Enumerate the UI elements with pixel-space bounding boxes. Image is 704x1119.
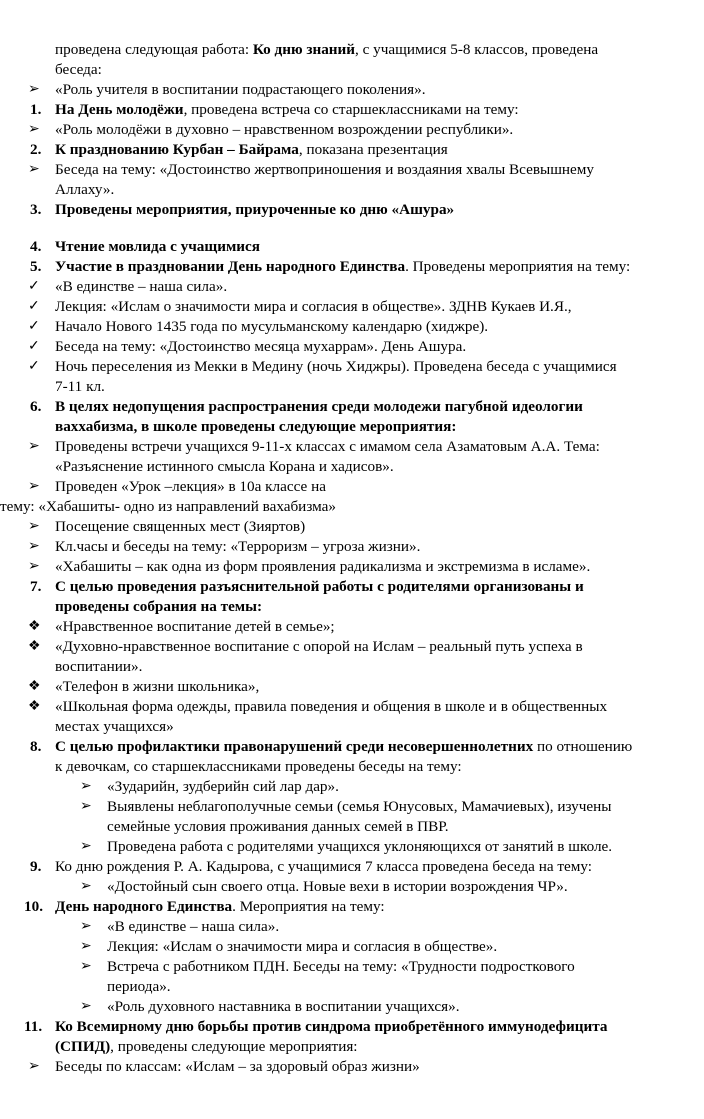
text-line [55,357,617,377]
text-line [55,277,227,297]
plain-text: Кл.часы и беседы на тему: «Терроризм – угроза жизни». [55,538,421,555]
arrow-bullet-icon: ➢ [28,479,40,494]
arrow-bullet-icon: ➢ [28,122,40,137]
bold-text: Участие в праздновании День народного Единства [55,258,406,275]
text-line [55,200,454,220]
list-number: 6. [30,398,42,415]
plain-text: «Духовно-нравственное воспитание с опорой на Ислам – реальный путь успеха в [55,638,583,655]
text-line [55,297,572,317]
bold-text: К празднованию Курбан – Байрама [55,141,299,158]
arrow-bullet-icon: ➢ [28,519,40,534]
arrow-bullet-icon: ➢ [80,919,92,934]
plain-text: «Роль духовного наставника в воспитании учащихся». [107,998,460,1015]
text-line [55,100,519,120]
arrow-bullet-icon: ➢ [28,559,40,574]
plain-text: Беседа на тему: «Достоинство жертвоприношения и воздаяния хвалы Всевышнему [55,161,594,178]
diamond-bullet-icon: ❖ [28,699,41,714]
text-line [107,977,171,997]
plain-text: «Зударийн, зудберийн сий лар дар». [107,778,339,795]
text-line [107,877,568,897]
text-line [55,120,513,140]
text-line [55,317,488,337]
text-line [55,897,385,917]
arrow-bullet-icon: ➢ [80,779,92,794]
arrow-bullet-icon: ➢ [80,999,92,1014]
text-line [107,837,612,857]
check-bullet-icon: ✓ [28,359,40,374]
text-line [107,817,449,837]
bold-text: В целях недопущения распространения среди молодежи пагубной идеологии [55,398,583,415]
text-line [55,40,598,60]
plain-text: «Школьная форма одежды, правила поведения и общения в школе и в общественных [55,698,608,715]
plain-text: «Роль молодёжи в духовно – нравственном возрождении республики». [55,121,514,138]
plain-text: «Роль учителя в воспитании подрастающего поколения». [55,81,426,98]
bold-text: Проведены мероприятия, приуроченные ко дню «Ашура» [55,201,455,218]
plain-text: воспитании». [55,658,143,675]
text-line [55,160,594,180]
list-number: 7. [30,578,42,595]
arrow-bullet-icon: ➢ [28,82,40,97]
bold-text: ваххабизма, в школе проведены следующие мероприятия: [55,418,457,435]
text-line [55,517,305,537]
plain-text: Посещение священных мест (Зияртов) [55,518,306,535]
plain-text: Проведен «Урок –лекция» в 10а классе на [55,478,326,495]
text-line [107,997,460,1017]
plain-text: семейные условия проживания данных семей в ПВР. [107,818,449,835]
text-line [0,497,336,517]
text-line [55,737,632,757]
text-line [55,637,583,657]
list-number: 2. [30,141,42,158]
plain-text: Начало Нового 1435 года по мусульманскому календарю (хиджре). [55,318,489,335]
plain-text: тему: «Хабашиты- одно из направлений вахабизма» [0,498,336,515]
check-bullet-icon: ✓ [28,319,40,334]
plain-text: «Разъяснение истинного смысла Корана и хадисов». [55,458,394,475]
list-number: 4. [30,238,42,255]
plain-text: «Достойный сын своего отца. Новые вехи в истории возрождения ЧР». [107,878,568,895]
text-line [55,477,326,497]
plain-text: «Хабашиты – как одна из форм проявления радикализма и экстремизма в исламе». [55,558,591,575]
text-line [55,557,590,577]
bold-text: День народного Единства [55,898,233,915]
arrow-bullet-icon: ➢ [80,959,92,974]
bold-text: (СПИД) [55,1038,111,1055]
text-line [55,140,448,160]
plain-text: Проведена работа с родителями учащихся уклоняющихся от занятий в школе. [107,838,613,855]
text-line [55,237,260,257]
plain-text: , проведены следующие мероприятия: [110,1038,358,1055]
plain-text: «В единстве – наша сила». [107,918,280,935]
plain-text: Беседа на тему: «Достоинство месяца мухаррам». День Ашура. [55,338,467,355]
arrow-bullet-icon: ➢ [80,839,92,854]
text-line [55,337,466,357]
bold-text: Чтение мовлида с учащимися [55,238,261,255]
plain-text: . Проведены мероприятия на тему: [405,258,631,275]
plain-text: «В единстве – наша сила». [55,278,228,295]
plain-text: «Телефон в жизни школьника», [55,678,260,695]
plain-text: , проведена встреча со старшеклассниками на тему: [183,101,519,118]
text-line [107,957,575,977]
arrow-bullet-icon: ➢ [80,939,92,954]
text-line [55,377,105,397]
plain-text: «Нравственное воспитание детей в семье»; [55,618,335,635]
arrow-bullet-icon: ➢ [28,539,40,554]
plain-text: Аллаху». [55,181,115,198]
bold-text: проведены собрания на темы: [55,598,263,615]
text-line [55,80,426,100]
text-line [55,537,420,557]
check-bullet-icon: ✓ [28,279,40,294]
text-line [55,697,607,717]
arrow-bullet-icon: ➢ [80,879,92,894]
text-line [107,777,339,797]
plain-text: Ко дню рождения Р. А. Кадырова, с учащимися 7 класса проведена беседа на тему: [55,858,592,875]
arrow-bullet-icon: ➢ [80,799,92,814]
bold-text: На День молодёжи [55,101,184,118]
text-line [55,657,142,677]
list-number: 3. [30,201,42,218]
check-bullet-icon: ✓ [28,299,40,314]
list-number: 9. [30,858,42,875]
text-line [55,597,262,617]
arrow-bullet-icon: ➢ [28,162,40,177]
bold-text: Ко дню знаний [252,41,356,58]
text-line [55,417,456,437]
text-line [55,677,259,697]
plain-text: Лекция: «Ислам о значимости мира и согласия в обществе». ЗДНВ Кукаев И.Я., [55,298,572,315]
text-line [55,577,584,597]
text-line [55,457,394,477]
check-bullet-icon: ✓ [28,339,40,354]
plain-text: , показана презентация [298,141,448,158]
arrow-bullet-icon: ➢ [28,439,40,454]
plain-text: Лекция: «Ислам о значимости мира и согласия в обществе». [107,938,498,955]
list-number: 11. [24,1018,43,1035]
plain-text: периода». [107,978,171,995]
diamond-bullet-icon: ❖ [28,639,41,654]
bold-text: С целью проведения разъяснительной работы с родителями организованы и [55,578,584,595]
text-line [55,617,335,637]
plain-text: Встреча с работником ПДН. Беседы на тему: «Трудности подросткового [107,958,575,975]
text-line [55,1057,420,1077]
text-line [55,857,592,877]
plain-text: проведена следующая работа: [55,41,253,58]
plain-text: , с учащимися 5-8 классов, проведена [355,41,599,58]
text-line [55,1017,608,1037]
plain-text: по отношению [533,738,633,755]
text-line [107,917,279,937]
diamond-bullet-icon: ❖ [28,619,41,634]
list-number: 5. [30,258,42,275]
list-number: 1. [30,101,42,118]
plain-text: . Мероприятия на тему: [232,898,385,915]
plain-text: Выявлены неблагополучные семьи (семья Юнусовых, Мамачиевых), изучены [107,798,612,815]
list-number: 10. [24,898,43,915]
plain-text: Беседы по классам: «Ислам – за здоровый образ жизни» [55,1058,420,1075]
bold-text: С целью профилактики правонарушений среди несовершеннолетних [55,738,534,755]
text-line [55,60,102,80]
plain-text: к девочкам, со старшеклассниками проведены беседы на тему: [55,758,462,775]
text-line [55,437,600,457]
bold-text: Ко Всемирному дню борьбы против синдрома приобретённого иммунодефицита [55,1018,608,1035]
text-line [55,257,630,277]
text-line [55,717,174,737]
plain-text: местах учащихся» [55,718,174,735]
text-line [107,937,497,957]
diamond-bullet-icon: ❖ [28,679,41,694]
text-line [107,797,611,817]
text-line [55,180,114,200]
plain-text: Проведены встречи учащихся 9-11-х классах с имамом села Азаматовым А.А. Тема: [55,438,600,455]
text-line [55,1037,358,1057]
text-line [55,397,583,417]
arrow-bullet-icon: ➢ [28,1059,40,1074]
plain-text: беседа: [55,61,102,78]
text-line [55,757,462,777]
plain-text: 7-11 кл. [55,378,105,395]
plain-text: Ночь переселения из Мекки в Медину (ночь Хиджры). Проведена беседа с учащимися [55,358,617,375]
list-number: 8. [30,738,42,755]
